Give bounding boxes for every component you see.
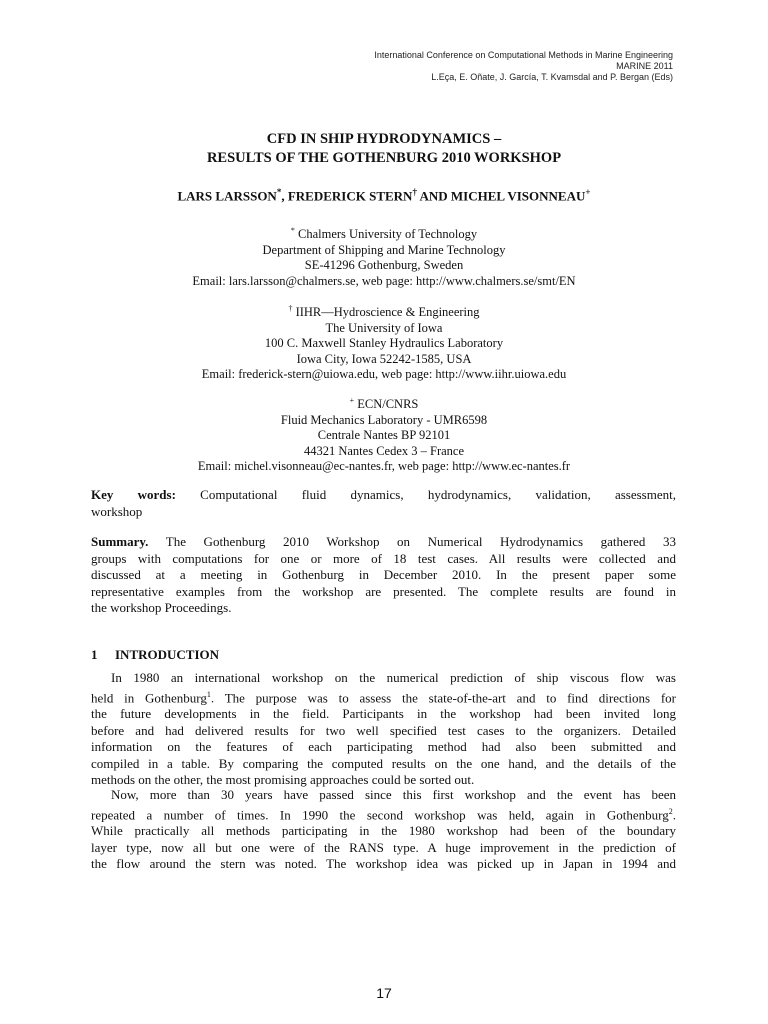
reference-1: 1 [206, 689, 211, 699]
author-visonneau: AND MICHEL VISONNEAU [416, 188, 586, 204]
page-number: 17 [376, 985, 392, 1001]
author-stern: , FREDERICK STERN [281, 188, 413, 204]
keywords-paragraph [91, 487, 676, 520]
author-larsson: LARS LARSSON [177, 188, 277, 204]
affiliation-email[interactable]: Email: lars.larsson@chalmers.se, web page: http://www.chalmers.se/smt/EN [192, 273, 576, 288]
intro-paragraph-1 [91, 670, 676, 789]
affiliation-line: The University of Iowa [325, 320, 443, 335]
affiliation-nantes [0, 393, 768, 475]
paper-title [0, 130, 768, 168]
title-line-1: CFD IN SHIP HYDRODYNAMICS – [266, 131, 502, 147]
body-line: repeated a number of times. In 1990 the second workshop was held, again in Gothenburg [91, 806, 669, 822]
affiliation-line: Chalmers University of Technology [298, 227, 478, 242]
body-line: information on the features of each participating method had also been submitted and [91, 739, 676, 755]
section-heading [91, 647, 219, 663]
affiliation-line: ECN/CNRS [357, 397, 419, 412]
affiliation-chalmers [0, 223, 768, 289]
author-mark-3: + [585, 187, 591, 197]
author-list [0, 187, 768, 204]
keywords-text: Computational fluid dynamics, hydrodynamics, validation, assessment, [175, 487, 676, 502]
affiliation-line: 44321 Nantes Cedex 3 – France [303, 443, 465, 458]
body-line: While practically all methods participating in the 1980 workshop had been of the boundary [91, 823, 676, 839]
summary-text: groups with computations for one or more of 18 test cases. All results were collected and [91, 550, 676, 566]
summary-text: discussed at a meeting in Gothenburg in December 2010. In the present paper some [91, 567, 676, 582]
affiliation-email[interactable]: Email: michel.visonneau@ec-nantes.fr, web page: http://www.ec-nantes.fr [197, 459, 571, 474]
summary-text: representative examples from the workshop are presented. The complete results are found in [91, 583, 676, 599]
affiliation-line: 100 C. Maxwell Stanley Hydraulics Laboratory [264, 336, 504, 351]
summary-text: The Gothenburg 2010 Workshop on Numerical Hydrodynamics gathered 33 [148, 534, 676, 549]
summary-label: Summary. [91, 534, 149, 549]
affiliation-mark: † [288, 304, 293, 313]
conference-name: International Conference on Computational Methods in Marine Engineering [374, 50, 673, 60]
keywords-text: workshop [91, 503, 143, 519]
body-line: the future developments in the field. Participants in the workshop had been invited long [91, 706, 676, 722]
affiliation-line: Iowa City, Iowa 52242-1585, USA [296, 351, 472, 366]
title-line-2: RESULTS OF THE GOTHENBURG 2010 WORKSHOP [206, 150, 562, 166]
body-line: Now, more than 30 years have passed since this first workshop and the event has been [111, 787, 676, 802]
author-mark-2: † [412, 187, 417, 197]
body-line: . [672, 806, 676, 822]
affiliation-email[interactable]: Email: frederick-stern@uiowa.edu, web page: http://www.iihr.uiowa.edu [201, 367, 567, 382]
summary-paragraph [91, 534, 676, 617]
body-line: . The purpose was to assess the state-of-the-art and to find directions for [210, 689, 676, 705]
affiliation-line: Department of Shipping and Marine Technology [262, 242, 506, 257]
author-mark-1: * [276, 187, 282, 197]
conference-acronym: MARINE 2011 [616, 61, 673, 71]
body-line: In 1980 an international workshop on the numerical prediction of ship viscous flow was [111, 670, 676, 685]
affiliation-line: SE-41296 Gothenburg, Sweden [304, 258, 464, 273]
body-line: the flow around the stern was noted. The workshop idea was picked up in Japan in 1994 and [91, 856, 676, 872]
body-line: held in Gothenburg [91, 689, 207, 705]
affiliation-mark: + [349, 396, 355, 405]
conference-editors: L.Eça, E. Oñate, J. García, T. Kvamsdal and P. Bergan (Eds) [431, 72, 673, 82]
summary-text: the workshop Proceedings. [91, 600, 232, 615]
affiliation-iowa [0, 301, 768, 383]
body-line: compiled in a table. By comparing the computed results on the one hand, and the details of the [91, 755, 676, 771]
body-line: layer type, now all but one were of the RANS type. A huge improvement in the prediction of [91, 839, 676, 855]
conference-header [374, 50, 673, 83]
affiliation-line: Fluid Mechanics Laboratory - UMR6598 [280, 412, 488, 427]
affiliation-line: IIHR—Hydroscience & Engineering [295, 305, 480, 320]
reference-2: 2 [668, 806, 673, 816]
keywords-label: Key words: [91, 487, 176, 502]
affiliation-line: Centrale Nantes BP 92101 [317, 428, 451, 443]
affiliation-mark: * [290, 226, 295, 235]
body-line: methods on the other, the most promising approaches could be sorted out. [91, 772, 475, 788]
body-line: before and had delivered results for two well specified test cases to the organizers. Detailed [91, 722, 676, 738]
section-title: INTRODUCTION [115, 647, 220, 662]
intro-paragraph-2 [91, 787, 676, 873]
section-number: 1 [91, 647, 98, 662]
